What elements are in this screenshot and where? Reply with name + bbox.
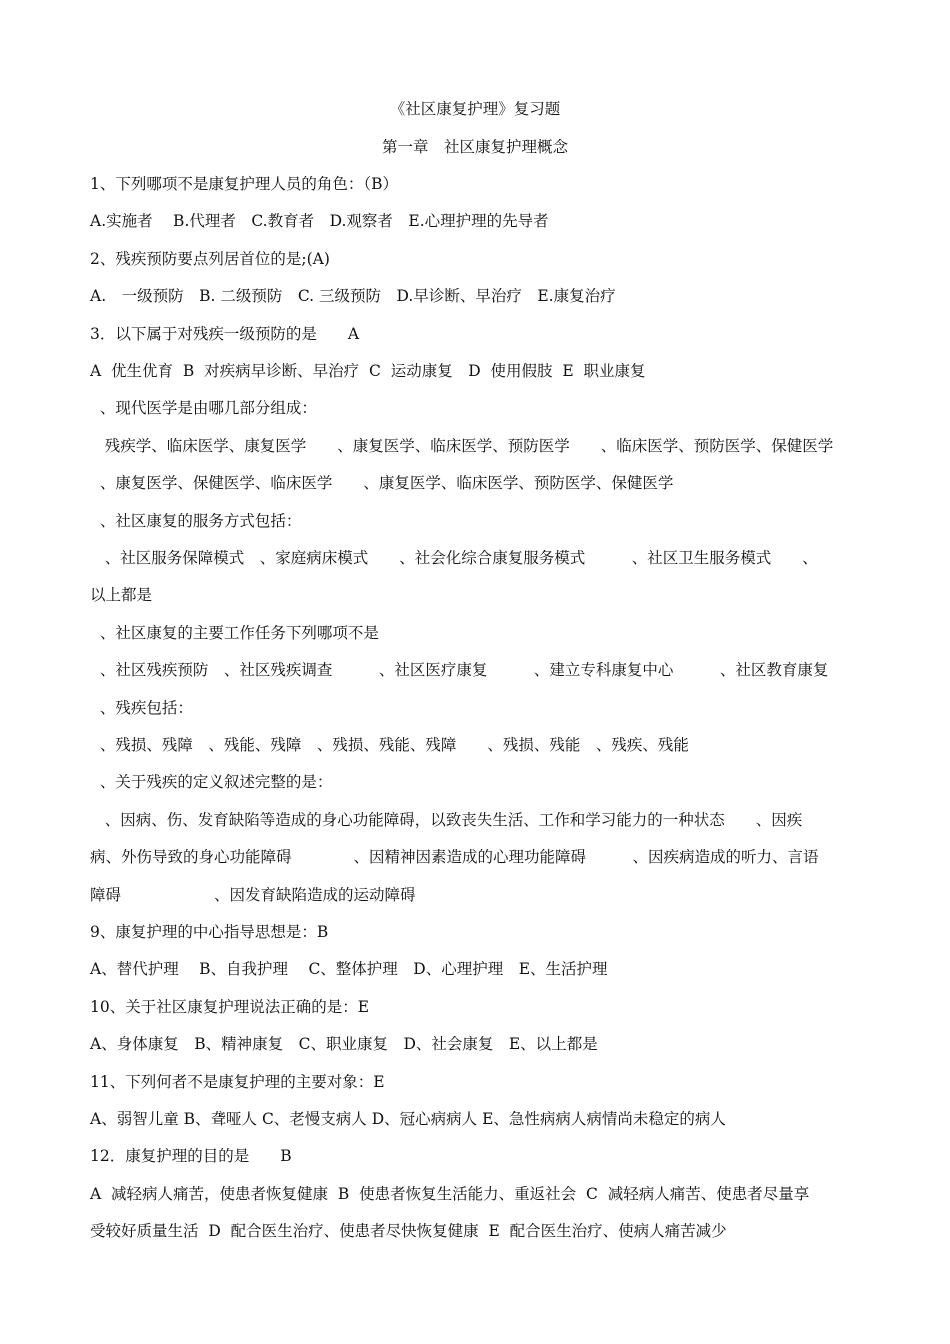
options-line: A 减轻病人痛苦，使患者恢复健康 B 使患者恢复生活能力、重返社会 C 减轻病人痛苦、使患者尽量享	[90, 1185, 810, 1203]
options-line: A 优生优育 B 对疾病早诊断、早治疗 C 运动康复 D 使用假肢 E 职业康复	[90, 362, 646, 380]
options-line: 以上都是	[90, 586, 153, 604]
question-line: 、残疾包括：	[90, 699, 193, 717]
options-line: A、弱智儿童 B、聋哑人 C、老慢支病人 D、冠心病病人 E、急性病病人病情尚未稳定的病人	[90, 1110, 726, 1128]
question-line: 12．康复护理的目的是 B	[90, 1147, 292, 1165]
options-line: A、替代护理 B、自我护理 C、整体护理 D、心理护理 E、生活护理	[90, 960, 608, 978]
question-line: 1、下列哪项不是康复护理人员的角色：（B）	[90, 175, 399, 193]
question-line: 9、康复护理的中心指导思想是：B	[90, 923, 329, 941]
options-line: A、身体康复 B、精神康复 C、职业康复 D、社会康复 E、以上都是	[90, 1035, 598, 1053]
options-line: 、残损、残障 、残能、残障 、残损、残能、残障 、残损、残能 、残疾、残能	[90, 736, 689, 754]
question-line: 、关于残疾的定义叙述完整的是：	[90, 773, 333, 791]
options-line: 残疾学、临床医学、康复医学 、康复医学、临床医学、预防医学 、临床医学、预防医学、保健医学	[90, 437, 834, 455]
document-title: 《社区康复护理》复习题	[389, 100, 561, 118]
question-line: 、现代医学是由哪几部分组成：	[90, 399, 317, 417]
options-line: A.实施者 B.代理者 C.教育者 D.观察者 E.心理护理的先导者	[90, 212, 549, 230]
options-line: 、康复医学、保健医学、临床医学 、康复医学、临床医学、预防医学、保健医学	[90, 474, 674, 492]
question-line: 11、下列何者不是康复护理的主要对象：E	[90, 1073, 385, 1091]
options-line: 、社区残疾预防 、社区残疾调查 、社区医疗康复 、建立专科康复中心 、社区教育康复	[90, 661, 829, 679]
options-line: A. 一级预防 B. 二级预防 C. 三级预防 D.早诊断、早治疗 E.康复治疗	[90, 287, 616, 305]
options-line: 病、外伤导致的身心功能障碍 、因精神因素造成的心理功能障碍 、因疾病造成的听力、言语	[90, 848, 819, 866]
question-line: 、社区康复的服务方式包括：	[90, 512, 302, 530]
options-line: 、社区服务保障模式 、家庭病床模式 、社会化综合康复服务模式 、社区卫生服务模式 、	[90, 549, 818, 567]
options-line: 障碍 、因发育缺陷造成的运动障碍	[90, 886, 416, 904]
question-line: 10、关于社区康复护理说法正确的是：E	[90, 998, 370, 1016]
options-line: 受较好质量生活 D 配合医生治疗、使患者尽快恢复健康 E 配合医生治疗、使病人痛苦减少	[90, 1222, 727, 1240]
question-line: 、社区康复的主要工作任务下列哪项不是	[90, 624, 379, 642]
question-line: 3．以下属于对残疾一级预防的是 A	[90, 325, 360, 343]
options-line: 、因病、伤、发育缺陷等造成的身心功能障碍，以致丧失生活、工作和学习能力的一种状态 、因疾	[90, 811, 803, 829]
question-line: 2、残疾预防要点列居首位的是;(A)	[90, 250, 330, 268]
chapter-heading: 第一章 社区康复护理概念	[381, 138, 568, 156]
